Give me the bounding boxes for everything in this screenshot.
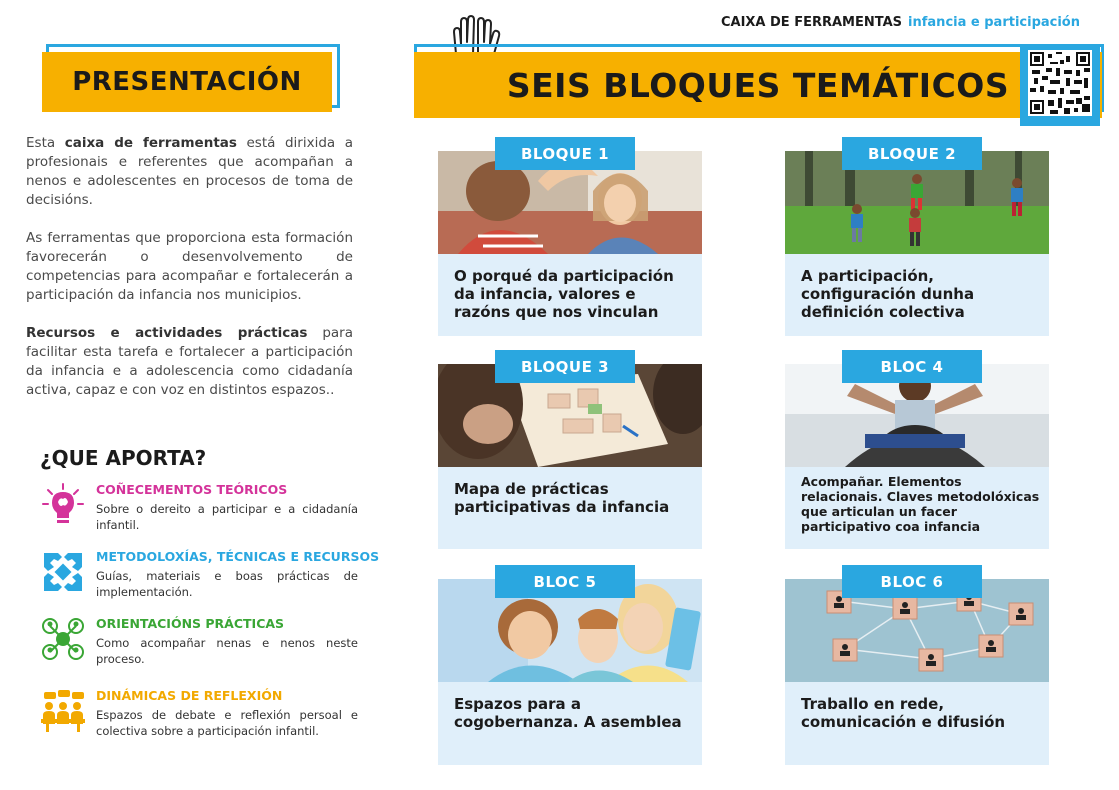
feature-title: COÑECEMENTOS TEÓRICOS [96, 482, 288, 497]
header-label [640, 15, 1080, 30]
feature-desc: Sobre o dereito a participar e a cidadanía infantil. [96, 502, 358, 532]
intro-paragraph-2: As ferramentas que proporciona esta formación favorecerán o desenvolvemento de competencias para acompañar e fortalecerán a participación da infancia nos municipios. [26, 230, 353, 303]
presentation-title: PRESENTACIÓN [42, 52, 332, 112]
p1-pre: Esta [26, 135, 65, 151]
puzzle-hands-icon [40, 549, 86, 595]
intro-paragraph-1 [26, 134, 353, 210]
que-aporta-heading: ¿QUE APORTA? [40, 446, 207, 470]
block-tag: BLOC 6 [842, 565, 982, 598]
feature-desc: Como acompañar nenas e nenos neste proceso. [96, 636, 358, 666]
feature-title: ORIENTACIÓNS PRÁCTICAS [96, 616, 285, 631]
block-card-4[interactable] [785, 357, 1049, 549]
intro-paragraph-3 [26, 324, 353, 400]
header-accent: infancia e participación [908, 15, 1080, 30]
block-text: Mapa de prácticas participativas da infancia [454, 480, 670, 516]
block-text: Traballo en rede, comunicación e difusión [801, 695, 1006, 731]
block-text: Espazos para a cogobernanza. A asemblea [454, 695, 682, 731]
block-card-6[interactable] [785, 572, 1049, 765]
p3-post: para facilitar esta tarefa e fortalecer a participación da infancia e a adolescencia como cidadanía activa, capaz e con voz en distintos espazos.. [26, 325, 353, 398]
seis-bloques-title: SEIS BLOQUES TEMÁTICOS [414, 52, 1102, 118]
feature-title: DINÁMICAS DE REFLEXIÓN [96, 688, 283, 703]
block-card-2[interactable] [785, 144, 1049, 336]
lightbulb-brain-icon [40, 482, 86, 528]
block-tag: BLOC 5 [495, 565, 635, 598]
feature-desc: Guías, materiais e boas prácticas de implementación. [96, 569, 358, 599]
qr-code-icon[interactable] [1028, 50, 1092, 116]
block-text: Acompañar. Elementos relacionais. Claves metodolóxicas que articulan un facer participativo coa infancia [801, 474, 1040, 534]
p3-bold: Recursos e actividades prácticas [26, 325, 308, 341]
p1-bold: caixa de ferramentas [64, 135, 237, 151]
feature-desc: Espazos de debate e reflexión persoal e colectiva sobre a participación infantil. [96, 708, 358, 738]
header-title: CAIXA DE FERRAMENTAS [720, 15, 903, 30]
feature-title: METODOLOXÍAS, TÉCNICAS E RECURSOS [96, 549, 380, 564]
block-tag: BLOC 4 [842, 350, 982, 383]
block-tag: BLOQUE 2 [842, 137, 982, 170]
people-network-icon [40, 616, 86, 662]
block-tag: BLOQUE 1 [495, 137, 635, 170]
p1-post: está dirixida a profesionais e referentes que acompañan a nenos e adolescentes en procesos de toma de decisións. [26, 135, 353, 208]
block-tag: BLOQUE 3 [495, 350, 635, 383]
block-card-1[interactable] [438, 144, 702, 336]
block-text: O porqué da participación da infancia, valores e razóns que nos vinculan [454, 267, 674, 321]
group-discussion-icon [40, 688, 86, 734]
block-card-5[interactable] [438, 572, 702, 765]
block-text: A participación, configuración dunha definición colectiva [801, 267, 975, 321]
block-card-3[interactable] [438, 357, 702, 549]
